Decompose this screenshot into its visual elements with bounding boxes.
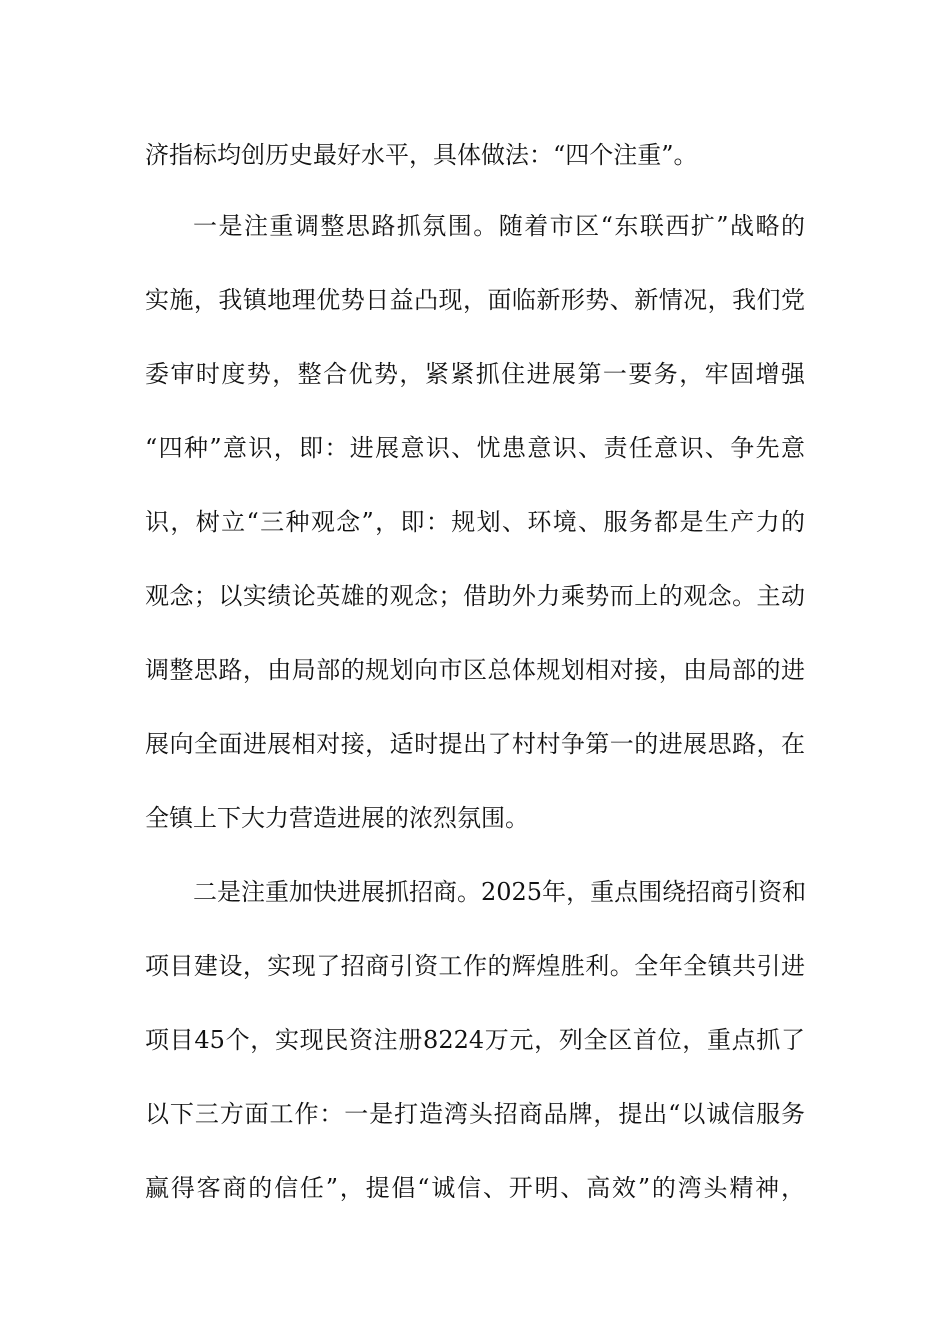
- paragraph-line: 项目建设，实现了招商引资工作的辉煌胜利。全年全镇共引进: [145, 952, 805, 980]
- paragraph-line: 委审时度势，整合优势，紧紧抓住进展第一要务，牢固增强: [145, 360, 805, 388]
- paragraph-line: 观念；以实绩论英雄的观念；借助外力乘势而上的观念。主动: [145, 582, 805, 610]
- paragraph-line: 展向全面进展相对接，适时提出了村村争第一的进展思路，在: [145, 730, 805, 758]
- paragraph-line: 赢得客商的信任”，提倡“诚信、开明、高效”的湾头精神，: [145, 1174, 805, 1202]
- paragraph-line: 全镇上下大力营造进展的浓烈氛围。: [145, 804, 529, 832]
- paragraph-line: 调整思路，由局部的规划向市区总体规划相对接，由局部的进: [145, 656, 805, 684]
- paragraph-line: 一是注重调整思路抓氛围。随着市区“东联西扩”战略的: [193, 212, 805, 240]
- paragraph-line: 识，树立“三种观念”，即：规划、环境、服务都是生产力的: [145, 508, 805, 536]
- paragraph-line: 项目45个，实现民资注册8224万元，列全区首位，重点抓了: [145, 1026, 805, 1054]
- paragraph-line: 实施，我镇地理优势日益凸现，面临新形势、新情况，我们党: [145, 286, 805, 314]
- paragraph-line: 以下三方面工作：一是打造湾头招商品牌，提出“以诚信服务: [145, 1100, 805, 1128]
- paragraph-line: “四种”意识，即：进展意识、忧患意识、责任意识、争先意: [145, 434, 805, 462]
- paragraph-line: 济指标均创历史最好水平，具体做法：“四个注重”。: [145, 141, 698, 169]
- paragraph-line: 二是注重加快进展抓招商。2025年，重点围绕招商引资和: [193, 878, 807, 906]
